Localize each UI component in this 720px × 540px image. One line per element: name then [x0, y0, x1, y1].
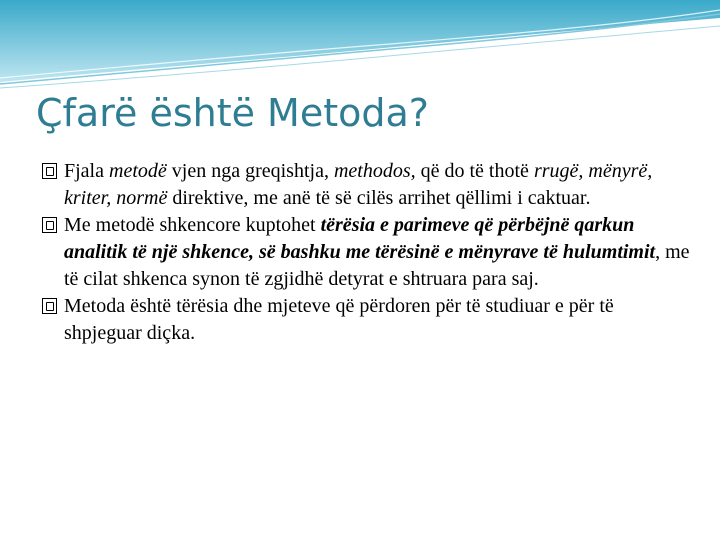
bullet-item	[42, 158, 692, 212]
square-bullet-icon	[42, 163, 57, 179]
square-bullet-icon	[42, 298, 57, 314]
bullet-text-segment: që do të thotë	[415, 160, 534, 182]
bullet-item	[42, 293, 692, 347]
bullet-text-segment: Me metodë shkencore kuptohet	[64, 214, 321, 236]
bullet-text-segment: Fjala	[64, 160, 109, 182]
bullet-item	[42, 212, 692, 293]
header-wave-decoration	[0, 0, 720, 90]
bullet-text-segment: metodë	[109, 160, 167, 182]
bullet-list	[42, 158, 692, 347]
bullet-text-segment: vjen nga greqishtja,	[166, 160, 334, 182]
bullet-text-segment: direktive, me anë të së cilës arrihet qëllimi i caktuar.	[167, 187, 591, 209]
bullet-text-segment: tërësia e parimeve që përbëjnë qarkun analitik të një shkence, së bashku me tërësinë e mënyrave të hulumtimit	[64, 214, 656, 263]
slide-title: Çfarë është Metoda?	[36, 91, 429, 135]
bullet-text-segment: methodos,	[333, 160, 416, 182]
square-bullet-icon	[42, 217, 57, 233]
bullet-text-segment: rrugë, mënyrë, kriter, normë	[64, 160, 653, 209]
bullet-text-segment: , me të cilat shkenca synon të zgjidhë detyrat e shtruara para saj.	[64, 241, 690, 290]
bullet-text-segment: Metoda është tërësia dhe mjeteve që përdoren për të studiuar e për të shpjeguar diçka.	[64, 295, 614, 344]
